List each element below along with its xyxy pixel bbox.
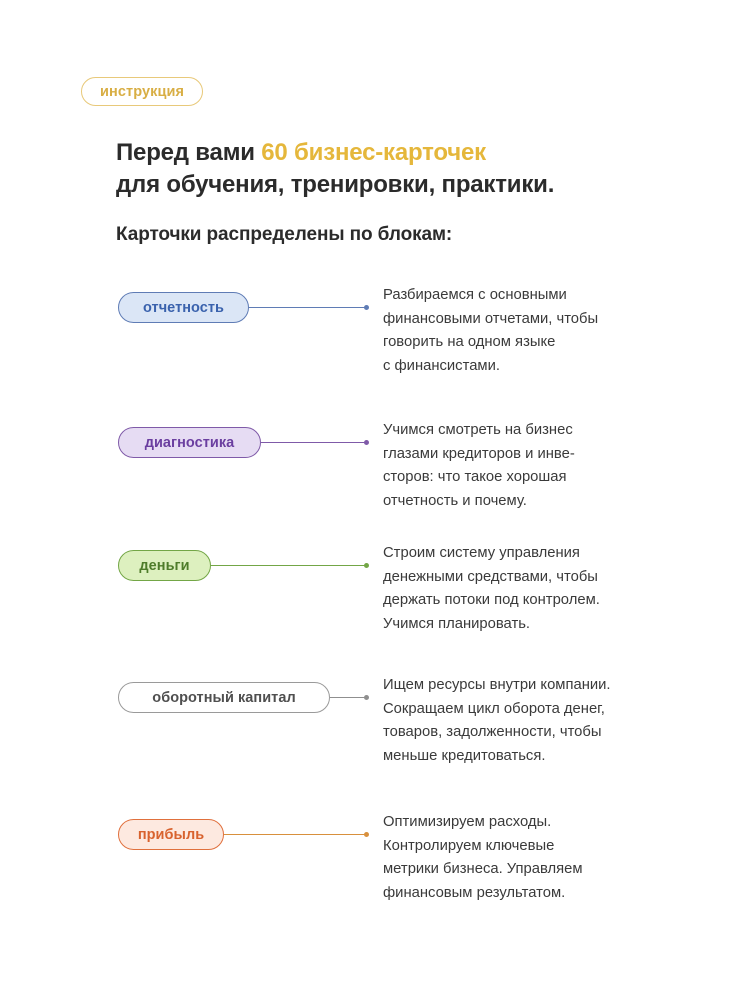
description-line: товаров, задолженности, чтобы: [383, 724, 602, 740]
category-tag[interactable]: [118, 427, 261, 458]
connector-stroke: [330, 697, 367, 698]
description-line: Оптимизируем расходы.: [383, 814, 552, 830]
connector-line: [261, 442, 367, 443]
description-line: денежными средствами, чтобы: [383, 568, 598, 585]
category-tag[interactable]: [118, 292, 249, 323]
connector-stroke: [211, 565, 367, 566]
description-line: метрики бизнеса. Управляем: [383, 861, 583, 877]
description-line: сторов: что такое хорошая: [383, 469, 567, 485]
category-description: [383, 811, 683, 905]
description-line: говорить на одном языке: [383, 334, 556, 350]
connector-dot: [364, 563, 369, 568]
description-line: финансовыми отчетами, чтобы: [383, 310, 599, 327]
connector-line: [224, 834, 367, 835]
description-line: отчетность и почему.: [383, 492, 527, 509]
description-line: глазами кредиторов и инве-: [383, 445, 575, 462]
category-tag[interactable]: [118, 819, 224, 850]
kicker-badge: [81, 77, 203, 106]
description-line: Сокращаем цикл оборота денег,: [383, 700, 605, 717]
category-tag-label: деньги: [139, 557, 190, 574]
description-line: Учимся планировать.: [383, 615, 531, 632]
connector-stroke: [249, 307, 367, 308]
description-line: финансовым результатом.: [383, 884, 566, 901]
headline-part-1: Перед вами: [116, 139, 262, 166]
category-tag[interactable]: [118, 550, 211, 581]
description-line: Ищем ресурсы внутри компании.: [383, 677, 611, 693]
connector-dot: [364, 832, 369, 837]
category-tag[interactable]: [118, 682, 330, 713]
description-line: держать потоки под контролем.: [383, 592, 600, 608]
category-tag-label: оборотный капитал: [152, 689, 296, 706]
description-line: Разбираемся с основными: [383, 287, 567, 303]
connector-stroke: [224, 834, 367, 835]
connector-dot: [364, 440, 369, 445]
kicker-label: инструкция: [100, 83, 185, 100]
category-tag-label: диагностика: [144, 434, 235, 451]
headline-accent: 60 бизнес-карточек: [261, 139, 486, 166]
description-line: Учимся смотреть на бизнес: [383, 422, 573, 438]
category-description: [383, 542, 683, 636]
category-description: [383, 284, 683, 378]
page-title: [116, 137, 676, 201]
connector-line: [330, 697, 367, 698]
subtitle: Карточки распределены по блокам:: [116, 224, 453, 245]
description-line: с финансистами.: [383, 357, 500, 374]
connector-dot: [364, 305, 369, 310]
description-line: меньше кредитоваться.: [383, 747, 546, 764]
category-description: [383, 674, 683, 768]
connector-line: [249, 307, 367, 308]
headline-part-2: для обучения, тренировки, практики.: [116, 171, 555, 198]
category-tag-label: отчетность: [143, 299, 224, 316]
connector-dot: [364, 695, 369, 700]
description-line: Строим систему управления: [383, 545, 580, 561]
category-description: [383, 419, 683, 513]
category-tag-label: прибыль: [137, 826, 205, 843]
connector-stroke: [261, 442, 367, 443]
description-line: Контролируем ключевые: [383, 837, 555, 854]
connector-line: [211, 565, 367, 566]
